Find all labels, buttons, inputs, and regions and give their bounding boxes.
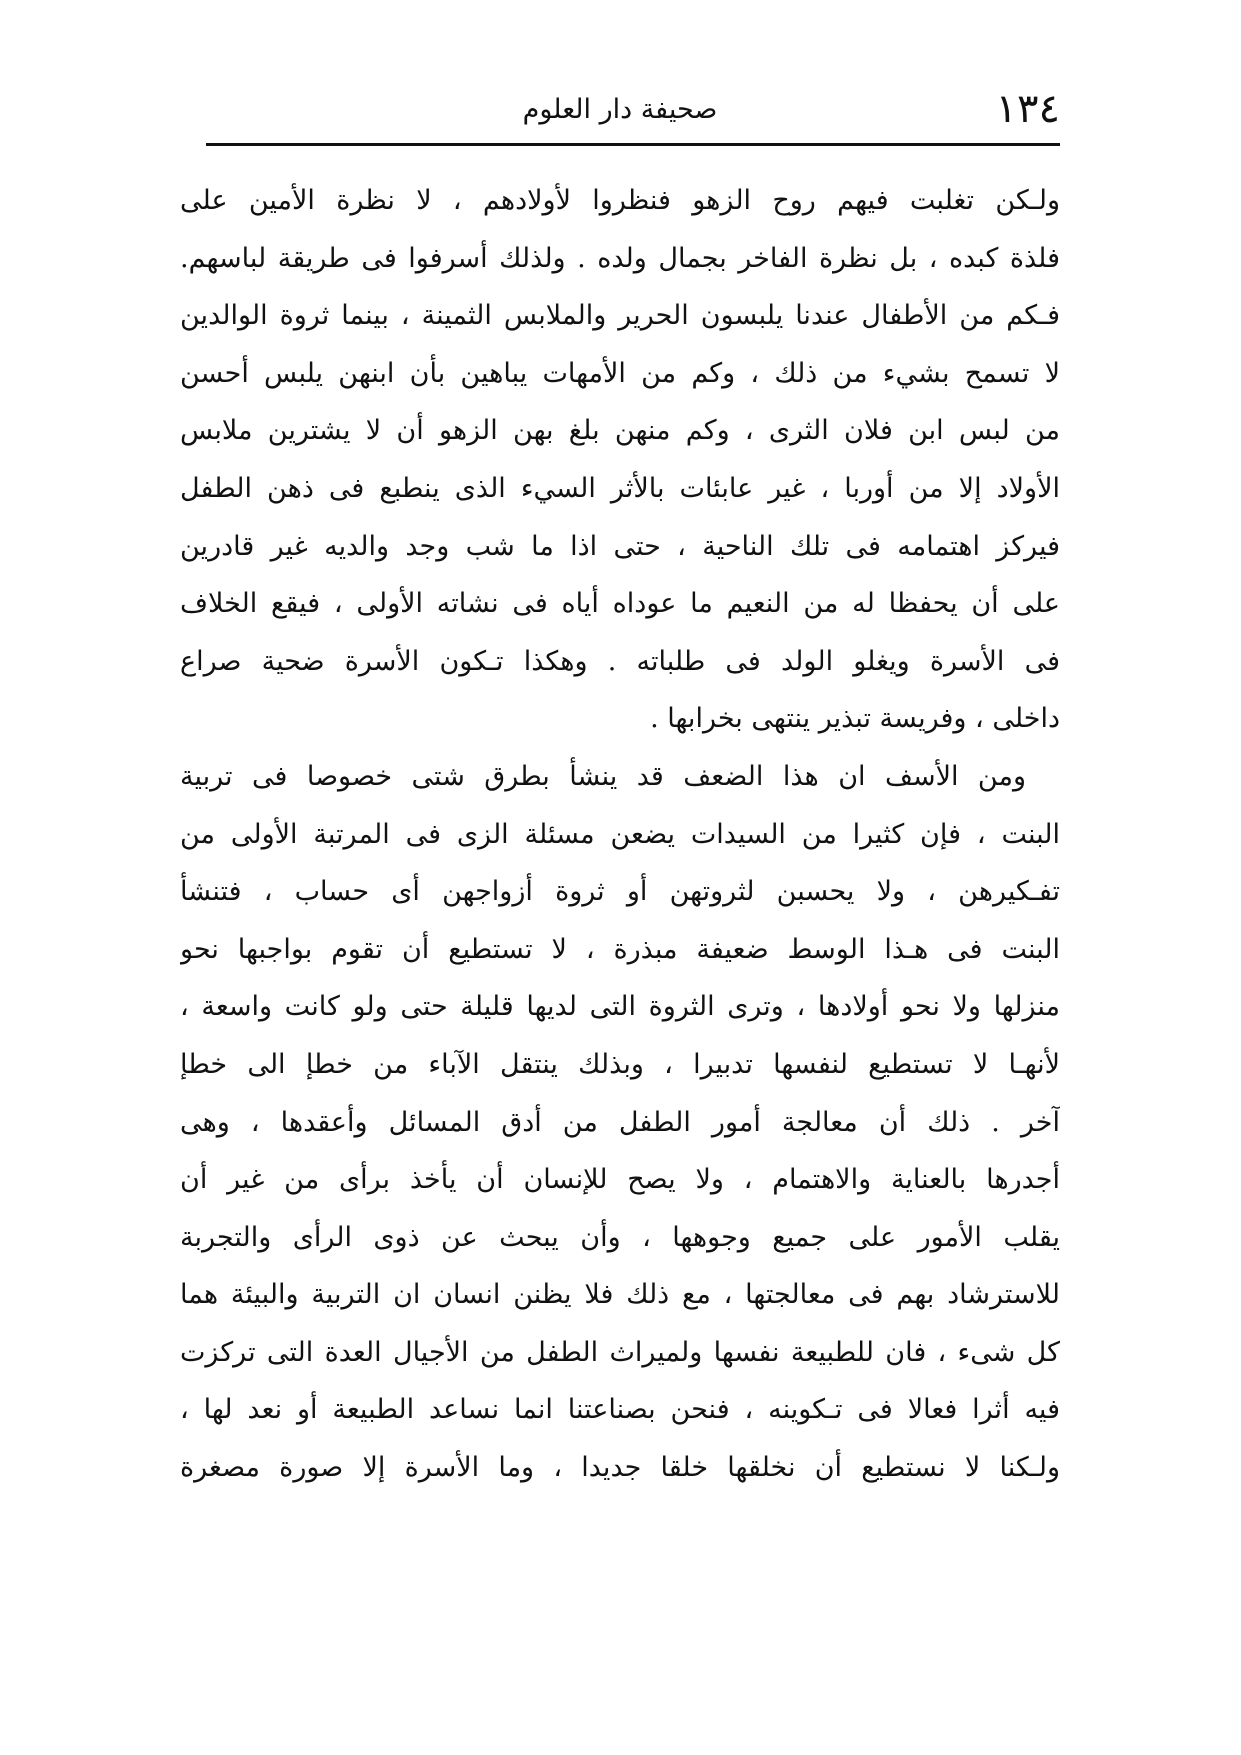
running-head <box>180 84 1060 134</box>
text-line: للاسترشاد بهم فى معالجتها ، مع ذلك فلا يظنن انسان ان التربية والبيئة هما <box>180 1279 1060 1311</box>
text-line: ولـكن تغلبت فيهم روح الزهو فنظروا لأولادهم ، لا نظرة الأمين على <box>180 185 1060 216</box>
text-line: فيه أثرا فعالا فى تـكوينه ، فنحن بصناعتنا انما نساعد الطبيعة أو نعد لها ، <box>180 1394 1060 1426</box>
text-line: كل شىء ، فان للطبيعة نفسها ولميراث الطفل من الأجيال العدة التى تركزت <box>180 1336 1060 1368</box>
text-line: تفـكيرهن ، ولا يحسبن لثروتهن أو ثروة أزواجهن أى حساب ، فتنشأ <box>180 876 1060 908</box>
text-line: فيركز اهتمامه فى تلك الناحية ، حتى اذا ما شب وجد والديه غير قادرين <box>180 530 1060 562</box>
text-line: الأولاد إلا من أوربا ، غير عابئات بالأثر السيء الذى ينطبع فى ذهن الطفل <box>180 472 1060 504</box>
text-line: فلذة كبده ، بل نظرة الفاخر بجمال ولده . ولذلك أسرفوا فى طريقة لباسهم. <box>180 242 1060 274</box>
header-rule-gap <box>182 143 206 146</box>
text-line-paragraph-end: داخلى ، وفريسة تبذير ينتهى بخرابها . <box>650 703 1060 735</box>
text-line: ولـكنا لا نستطيع أن نخلقها خلقا جديدا ، وما الأسرة إلا صورة مصغرة <box>180 1452 1060 1484</box>
text-line: آخر . ذلك أن معالجة أمور الطفل من أدق المسائل وأعقدها ، وهى <box>180 1106 1060 1138</box>
body-text <box>180 172 1060 1497</box>
text-line: لا تسمح بشيء من ذلك ، وكم من الأمهات يباهين بأن ابنهن يلبس أحسن <box>180 357 1060 389</box>
text-line: منزلها ولا نحو أولادها ، وترى الثروة التى لديها قليلة حتى ولو كانت واسعة ، <box>180 991 1060 1023</box>
text-line: على أن يحفظا له من النعيم ما عوداه أياه فى نشاته الأولى ، فيقع الخلاف <box>180 588 1060 620</box>
text-line: من لبس ابن فلان الثرى ، وكم منهن بلغ بهن الزهو أن لا يشترين ملابس <box>180 415 1060 447</box>
text-line: فـكم من الأطفال عندنا يلبسون الحرير والملابس الثمينة ، بينما ثروة الوالدين <box>180 300 1060 332</box>
text-line-paragraph-start: ومن الأسف ان هذا الضعف قد ينشأ بطرق شتى خصوصا فى تربية <box>180 760 1026 792</box>
text-line: يقلب الأمور على جميع وجوهها ، وأن يبحث عن ذوى الرأى والتجربة <box>180 1221 1060 1253</box>
text-line: البنت فى هـذا الوسط ضعيفة مبذرة ، لا تستطيع أن تقوم بواجبها نحو <box>180 933 1060 965</box>
text-line: أجدرها بالعناية والاهتمام ، ولا يصح للإنسان أن يأخذ برأى من غير أن <box>180 1164 1060 1196</box>
text-line: البنت ، فإن كثيرا من السيدات يضعن مسئلة الزى فى المرتبة الأولى من <box>180 818 1060 850</box>
page-number: ١٣٤ <box>995 86 1060 132</box>
header-rule <box>182 143 1060 146</box>
text-line: لأنهـا لا تستطيع لنفسها تدبيرا ، وبذلك ينتقل الآباء من خطإ الى خطإ <box>180 1048 1060 1080</box>
journal-title: صحيفة دار العلوم <box>522 94 718 125</box>
text-line: فى الأسرة ويغلو الولد فى طلباته . وهكذا تـكون الأسرة ضحية صراع <box>180 645 1060 677</box>
